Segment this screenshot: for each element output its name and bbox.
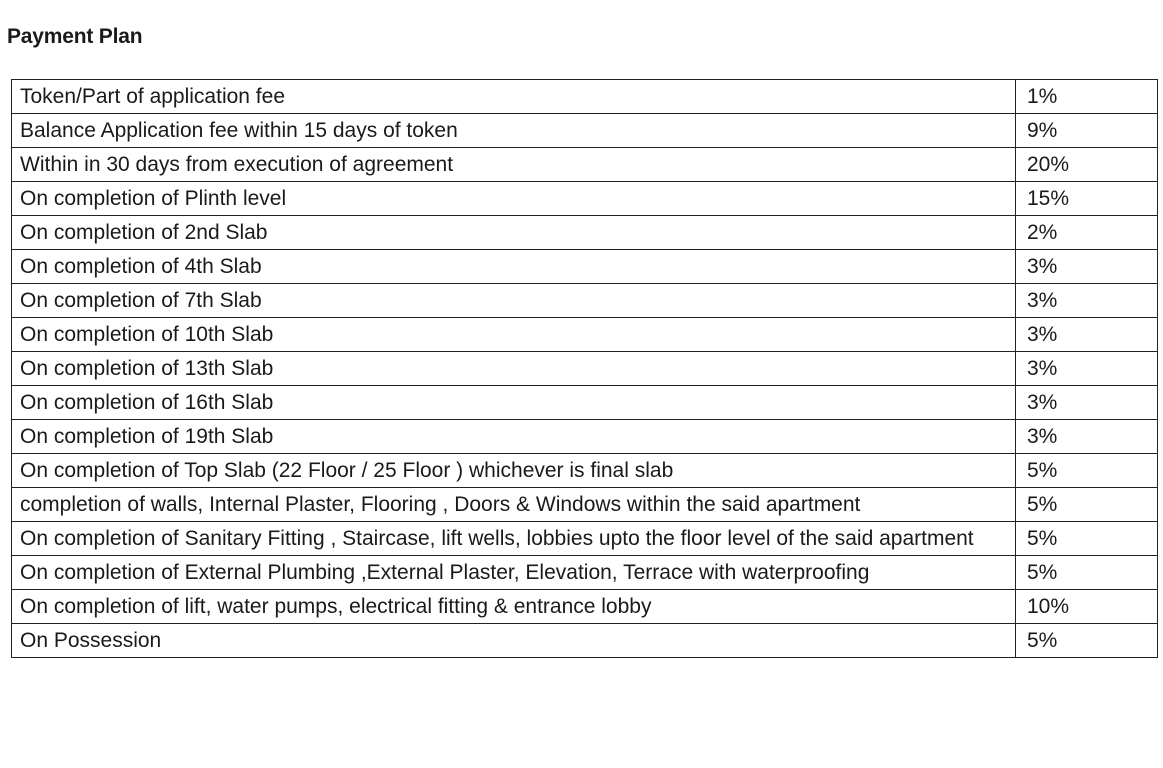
percent-cell: 10% — [1016, 590, 1158, 624]
table-row — [12, 80, 1158, 114]
payment-plan-body — [12, 80, 1158, 658]
stage-cell: On Possession — [12, 624, 1016, 658]
percent-cell: 5% — [1016, 624, 1158, 658]
table-row — [12, 488, 1158, 522]
table-row — [12, 590, 1158, 624]
percent-cell: 3% — [1016, 318, 1158, 352]
table-row — [12, 148, 1158, 182]
table-row — [12, 522, 1158, 556]
stage-cell: Token/Part of application fee — [12, 80, 1016, 114]
table-row — [12, 216, 1158, 250]
table-row — [12, 420, 1158, 454]
stage-cell: On completion of Sanitary Fitting , Staircase, lift wells, lobbies upto the floor level of the said apartment — [12, 522, 1016, 556]
table-row — [12, 556, 1158, 590]
percent-cell: 3% — [1016, 386, 1158, 420]
table-row — [12, 250, 1158, 284]
percent-cell: 3% — [1016, 420, 1158, 454]
percent-cell: 9% — [1016, 114, 1158, 148]
percent-cell: 2% — [1016, 216, 1158, 250]
stage-cell: On completion of 10th Slab — [12, 318, 1016, 352]
stage-cell: On completion of lift, water pumps, electrical fitting & entrance lobby — [12, 590, 1016, 624]
stage-cell: On completion of Plinth level — [12, 182, 1016, 216]
percent-cell: 15% — [1016, 182, 1158, 216]
percent-cell: 5% — [1016, 488, 1158, 522]
stage-cell: On completion of 13th Slab — [12, 352, 1016, 386]
stage-cell: completion of walls, Internal Plaster, Flooring , Doors & Windows within the said apartment — [12, 488, 1016, 522]
table-row — [12, 352, 1158, 386]
percent-cell: 3% — [1016, 284, 1158, 318]
table-row — [12, 624, 1158, 658]
table-row — [12, 454, 1158, 488]
page-title: Payment Plan — [7, 25, 143, 48]
percent-cell: 5% — [1016, 556, 1158, 590]
table-row — [12, 318, 1158, 352]
stage-cell: Within in 30 days from execution of agreement — [12, 148, 1016, 182]
stage-cell: On completion of 4th Slab — [12, 250, 1016, 284]
stage-cell: On completion of 19th Slab — [12, 420, 1016, 454]
payment-plan-table — [11, 79, 1158, 658]
table-row — [12, 386, 1158, 420]
table-row — [12, 284, 1158, 318]
stage-cell: Balance Application fee within 15 days of token — [12, 114, 1016, 148]
stage-cell: On completion of 7th Slab — [12, 284, 1016, 318]
stage-cell: On completion of 16th Slab — [12, 386, 1016, 420]
percent-cell: 3% — [1016, 250, 1158, 284]
percent-cell: 1% — [1016, 80, 1158, 114]
stage-cell: On completion of 2nd Slab — [12, 216, 1016, 250]
percent-cell: 20% — [1016, 148, 1158, 182]
table-row — [12, 114, 1158, 148]
percent-cell: 5% — [1016, 522, 1158, 556]
table-row — [12, 182, 1158, 216]
stage-cell: On completion of Top Slab (22 Floor / 25 Floor ) whichever is final slab — [12, 454, 1016, 488]
stage-cell: On completion of External Plumbing ,External Plaster, Elevation, Terrace with waterproofing — [12, 556, 1016, 590]
percent-cell: 3% — [1016, 352, 1158, 386]
percent-cell: 5% — [1016, 454, 1158, 488]
